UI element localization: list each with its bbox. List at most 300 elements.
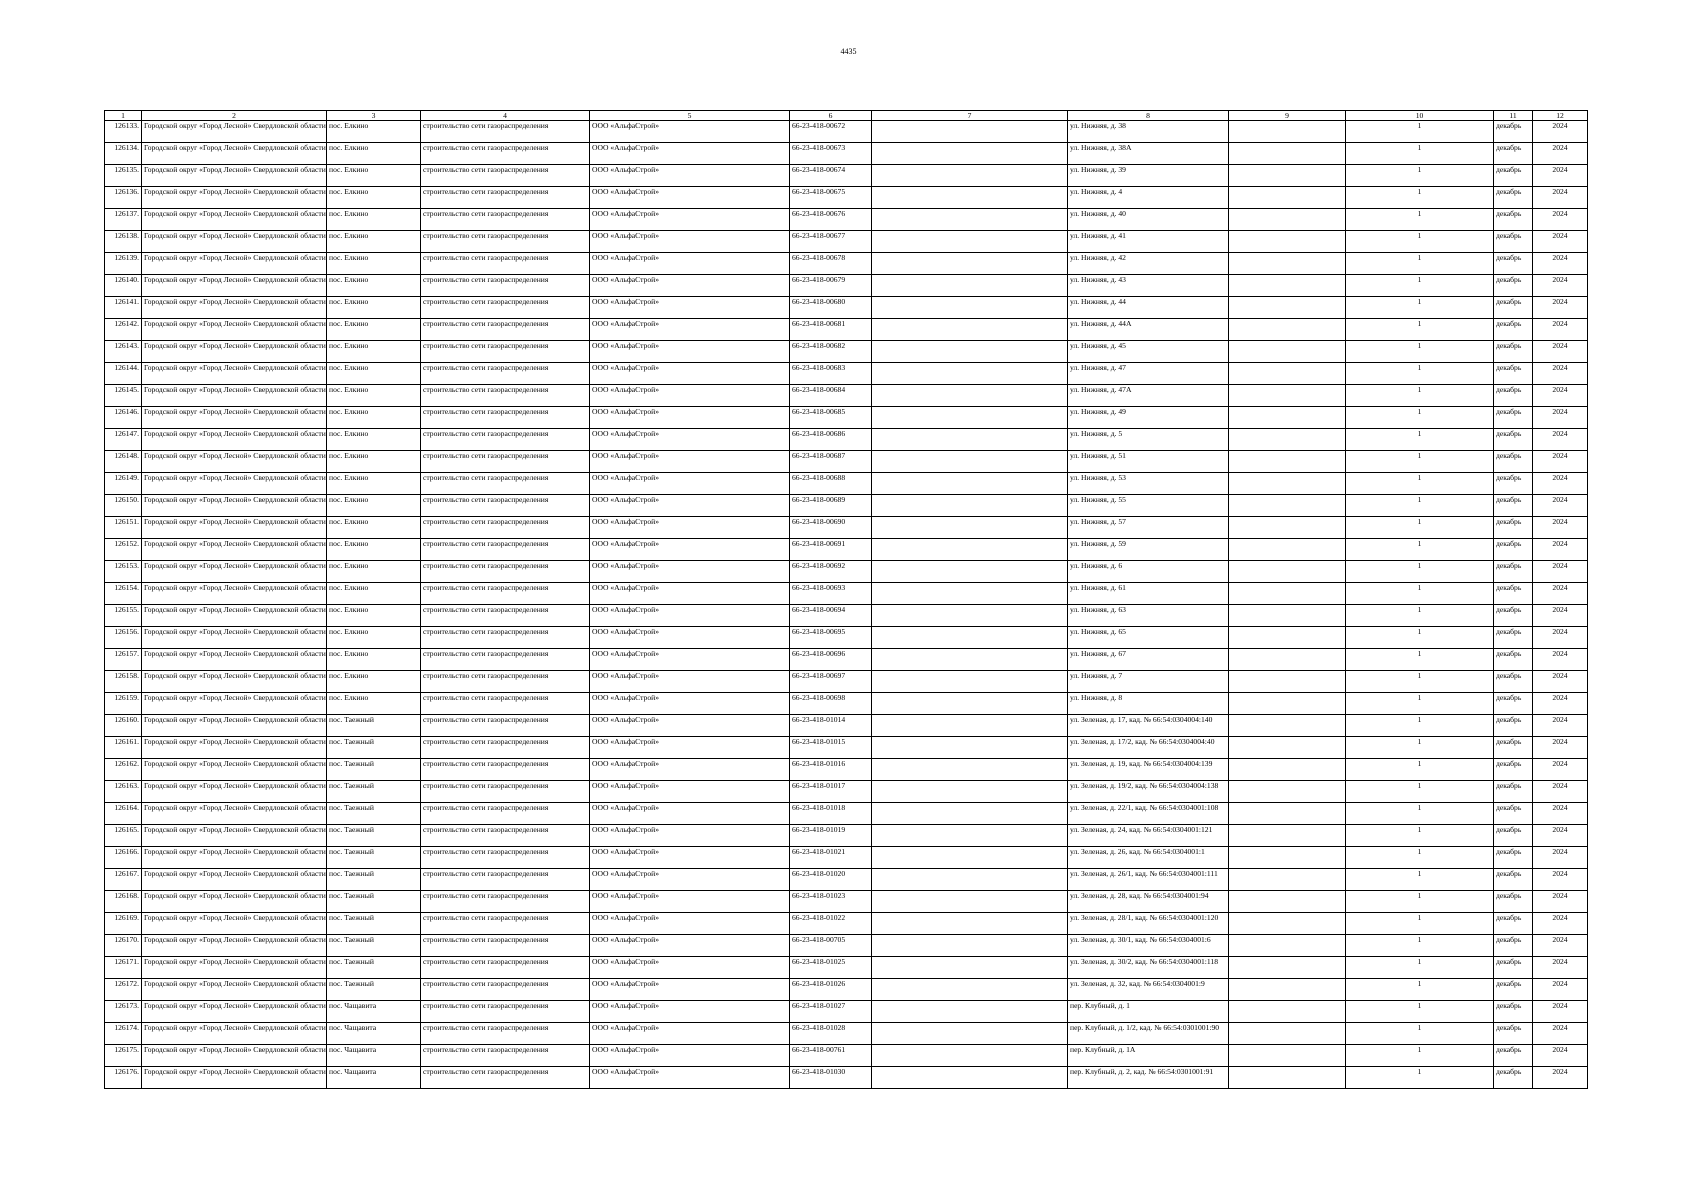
column-7-cell xyxy=(872,143,1068,165)
year-cell: 2024 xyxy=(1533,429,1588,451)
table-row xyxy=(105,715,1588,737)
column-9-cell xyxy=(1229,671,1346,693)
work-type-cell: строительство сети газораспределения xyxy=(421,781,590,803)
month-cell: декабрь xyxy=(1494,209,1533,231)
quantity-cell: 1 xyxy=(1346,671,1494,693)
quantity-cell: 1 xyxy=(1346,825,1494,847)
column-7-cell xyxy=(872,363,1068,385)
row-number: 126135. xyxy=(105,165,142,187)
organization-cell: ООО «АльфаСтрой» xyxy=(590,913,790,935)
column-9-cell xyxy=(1229,517,1346,539)
address-cell: ул. Нижняя, д. 67 xyxy=(1068,649,1229,671)
municipality-cell: Городской округ «Город Лесной» Свердловской области xyxy=(142,649,327,671)
object-code-cell: 66-23-418-00681 xyxy=(790,319,872,341)
organization-cell: ООО «АльфаСтрой» xyxy=(590,121,790,143)
row-number: 126142. xyxy=(105,319,142,341)
month-cell: декабрь xyxy=(1494,253,1533,275)
address-cell: ул. Нижняя, д. 63 xyxy=(1068,605,1229,627)
organization-cell: ООО «АльфаСтрой» xyxy=(590,143,790,165)
column-9-cell xyxy=(1229,605,1346,627)
column-7-cell xyxy=(872,561,1068,583)
column-9-cell xyxy=(1229,1045,1346,1067)
table-body xyxy=(105,121,1588,1089)
column-9-cell xyxy=(1229,341,1346,363)
address-cell: ул. Нижняя, д. 57 xyxy=(1068,517,1229,539)
year-cell: 2024 xyxy=(1533,825,1588,847)
quantity-cell: 1 xyxy=(1346,451,1494,473)
settlement-cell: пос. Елкино xyxy=(327,231,421,253)
work-type-cell: строительство сети газораспределения xyxy=(421,913,590,935)
address-cell: ул. Нижняя, д. 49 xyxy=(1068,407,1229,429)
settlement-cell: пос. Таежный xyxy=(327,803,421,825)
column-header: 11 xyxy=(1494,111,1533,121)
work-type-cell: строительство сети газораспределения xyxy=(421,143,590,165)
table-row xyxy=(105,275,1588,297)
table-row xyxy=(105,1001,1588,1023)
object-code-cell: 66-23-418-00689 xyxy=(790,495,872,517)
column-9-cell xyxy=(1229,627,1346,649)
row-number: 126136. xyxy=(105,187,142,209)
work-type-cell: строительство сети газораспределения xyxy=(421,891,590,913)
column-9-cell xyxy=(1229,473,1346,495)
column-9-cell xyxy=(1229,253,1346,275)
quantity-cell: 1 xyxy=(1346,561,1494,583)
address-cell: ул. Зеленая, д. 17/2, кад. № 66:54:0304004:40 xyxy=(1068,737,1229,759)
municipality-cell: Городской округ «Город Лесной» Свердловской области xyxy=(142,231,327,253)
organization-cell: ООО «АльфаСтрой» xyxy=(590,957,790,979)
month-cell: декабрь xyxy=(1494,583,1533,605)
organization-cell: ООО «АльфаСтрой» xyxy=(590,165,790,187)
work-type-cell: строительство сети газораспределения xyxy=(421,605,590,627)
registry-table xyxy=(104,110,1588,1089)
municipality-cell: Городской округ «Город Лесной» Свердловской области xyxy=(142,121,327,143)
work-type-cell: строительство сети газораспределения xyxy=(421,319,590,341)
settlement-cell: пос. Чащавита xyxy=(327,1045,421,1067)
organization-cell: ООО «АльфаСтрой» xyxy=(590,1023,790,1045)
object-code-cell: 66-23-418-01026 xyxy=(790,979,872,1001)
row-number: 126149. xyxy=(105,473,142,495)
object-code-cell: 66-23-418-00695 xyxy=(790,627,872,649)
column-9-cell xyxy=(1229,979,1346,1001)
municipality-cell: Городской округ «Город Лесной» Свердловской области xyxy=(142,209,327,231)
row-number: 126168. xyxy=(105,891,142,913)
municipality-cell: Городской округ «Город Лесной» Свердловской области xyxy=(142,319,327,341)
column-7-cell xyxy=(872,1067,1068,1089)
table-row xyxy=(105,363,1588,385)
settlement-cell: пос. Елкино xyxy=(327,253,421,275)
municipality-cell: Городской округ «Город Лесной» Свердловской области xyxy=(142,1045,327,1067)
year-cell: 2024 xyxy=(1533,385,1588,407)
settlement-cell: пос. Елкино xyxy=(327,319,421,341)
column-7-cell xyxy=(872,473,1068,495)
table-row xyxy=(105,451,1588,473)
month-cell: декабрь xyxy=(1494,825,1533,847)
object-code-cell: 66-23-418-00673 xyxy=(790,143,872,165)
object-code-cell: 66-23-418-01022 xyxy=(790,913,872,935)
year-cell: 2024 xyxy=(1533,913,1588,935)
address-cell: ул. Нижняя, д. 8 xyxy=(1068,693,1229,715)
work-type-cell: строительство сети газораспределения xyxy=(421,583,590,605)
month-cell: декабрь xyxy=(1494,979,1533,1001)
month-cell: декабрь xyxy=(1494,165,1533,187)
work-type-cell: строительство сети газораспределения xyxy=(421,1001,590,1023)
table-row xyxy=(105,627,1588,649)
settlement-cell: пос. Елкино xyxy=(327,693,421,715)
year-cell: 2024 xyxy=(1533,451,1588,473)
settlement-cell: пос. Елкино xyxy=(327,451,421,473)
row-number: 126176. xyxy=(105,1067,142,1089)
month-cell: декабрь xyxy=(1494,957,1533,979)
page-number: 4435 xyxy=(840,47,857,56)
row-number: 126170. xyxy=(105,935,142,957)
table-row xyxy=(105,231,1588,253)
quantity-cell: 1 xyxy=(1346,187,1494,209)
month-cell: декабрь xyxy=(1494,297,1533,319)
organization-cell: ООО «АльфаСтрой» xyxy=(590,473,790,495)
address-cell: ул. Нижняя, д. 42 xyxy=(1068,253,1229,275)
organization-cell: ООО «АльфаСтрой» xyxy=(590,627,790,649)
month-cell: декабрь xyxy=(1494,1001,1533,1023)
column-9-cell xyxy=(1229,121,1346,143)
organization-cell: ООО «АльфаСтрой» xyxy=(590,803,790,825)
municipality-cell: Городской округ «Город Лесной» Свердловской области xyxy=(142,539,327,561)
table-row xyxy=(105,143,1588,165)
organization-cell: ООО «АльфаСтрой» xyxy=(590,1045,790,1067)
municipality-cell: Городской округ «Город Лесной» Свердловской области xyxy=(142,451,327,473)
row-number: 126158. xyxy=(105,671,142,693)
month-cell: декабрь xyxy=(1494,495,1533,517)
object-code-cell: 66-23-418-01016 xyxy=(790,759,872,781)
row-number: 126151. xyxy=(105,517,142,539)
year-cell: 2024 xyxy=(1533,1023,1588,1045)
municipality-cell: Городской округ «Город Лесной» Свердловской области xyxy=(142,495,327,517)
row-number: 126150. xyxy=(105,495,142,517)
object-code-cell: 66-23-418-01017 xyxy=(790,781,872,803)
settlement-cell: пос. Таежный xyxy=(327,935,421,957)
settlement-cell: пос. Елкино xyxy=(327,209,421,231)
object-code-cell: 66-23-418-01014 xyxy=(790,715,872,737)
quantity-cell: 1 xyxy=(1346,957,1494,979)
address-cell: ул. Нижняя, д. 59 xyxy=(1068,539,1229,561)
table-row xyxy=(105,781,1588,803)
address-cell: пер. Клубный, д. 2, кад. № 66:54:0301001:91 xyxy=(1068,1067,1229,1089)
column-7-cell xyxy=(872,935,1068,957)
settlement-cell: пос. Елкино xyxy=(327,143,421,165)
settlement-cell: пос. Елкино xyxy=(327,627,421,649)
column-header: 1 xyxy=(105,111,142,121)
table-row xyxy=(105,517,1588,539)
column-9-cell xyxy=(1229,693,1346,715)
object-code-cell: 66-23-418-00686 xyxy=(790,429,872,451)
municipality-cell: Городской округ «Город Лесной» Свердловской области xyxy=(142,913,327,935)
table-row xyxy=(105,1067,1588,1089)
column-9-cell xyxy=(1229,561,1346,583)
year-cell: 2024 xyxy=(1533,539,1588,561)
row-number: 126174. xyxy=(105,1023,142,1045)
quantity-cell: 1 xyxy=(1346,737,1494,759)
table-row xyxy=(105,495,1588,517)
address-cell: ул. Нижняя, д. 44А xyxy=(1068,319,1229,341)
municipality-cell: Городской округ «Город Лесной» Свердловской области xyxy=(142,935,327,957)
settlement-cell: пос. Таежный xyxy=(327,957,421,979)
organization-cell: ООО «АльфаСтрой» xyxy=(590,715,790,737)
settlement-cell: пос. Елкино xyxy=(327,407,421,429)
column-header: 7 xyxy=(872,111,1068,121)
month-cell: декабрь xyxy=(1494,1023,1533,1045)
settlement-cell: пос. Таежный xyxy=(327,869,421,891)
year-cell: 2024 xyxy=(1533,737,1588,759)
quantity-cell: 1 xyxy=(1346,407,1494,429)
quantity-cell: 1 xyxy=(1346,627,1494,649)
year-cell: 2024 xyxy=(1533,143,1588,165)
column-7-cell xyxy=(872,407,1068,429)
work-type-cell: строительство сети газораспределения xyxy=(421,539,590,561)
settlement-cell: пос. Чащавита xyxy=(327,1001,421,1023)
month-cell: декабрь xyxy=(1494,275,1533,297)
row-number: 126172. xyxy=(105,979,142,1001)
column-7-cell xyxy=(872,451,1068,473)
object-code-cell: 66-23-418-00698 xyxy=(790,693,872,715)
table-row xyxy=(105,165,1588,187)
row-number: 126164. xyxy=(105,803,142,825)
organization-cell: ООО «АльфаСтрой» xyxy=(590,979,790,1001)
object-code-cell: 66-23-418-00678 xyxy=(790,253,872,275)
work-type-cell: строительство сети газораспределения xyxy=(421,231,590,253)
year-cell: 2024 xyxy=(1533,341,1588,363)
row-number: 126148. xyxy=(105,451,142,473)
column-7-cell xyxy=(872,693,1068,715)
municipality-cell: Городской округ «Город Лесной» Свердловской области xyxy=(142,583,327,605)
work-type-cell: строительство сети газораспределения xyxy=(421,1023,590,1045)
organization-cell: ООО «АльфаСтрой» xyxy=(590,429,790,451)
quantity-cell: 1 xyxy=(1346,165,1494,187)
address-cell: ул. Нижняя, д. 55 xyxy=(1068,495,1229,517)
column-header: 5 xyxy=(590,111,790,121)
year-cell: 2024 xyxy=(1533,1001,1588,1023)
municipality-cell: Городской округ «Город Лесной» Свердловской области xyxy=(142,781,327,803)
organization-cell: ООО «АльфаСтрой» xyxy=(590,583,790,605)
column-header: 10 xyxy=(1346,111,1494,121)
row-number: 126152. xyxy=(105,539,142,561)
municipality-cell: Городской округ «Город Лесной» Свердловской области xyxy=(142,517,327,539)
year-cell: 2024 xyxy=(1533,275,1588,297)
table-row xyxy=(105,869,1588,891)
table-row xyxy=(105,803,1588,825)
municipality-cell: Городской округ «Город Лесной» Свердловской области xyxy=(142,1067,327,1089)
quantity-cell: 1 xyxy=(1346,341,1494,363)
column-7-cell xyxy=(872,539,1068,561)
table-row xyxy=(105,891,1588,913)
row-number: 126156. xyxy=(105,627,142,649)
column-header: 4 xyxy=(421,111,590,121)
column-9-cell xyxy=(1229,407,1346,429)
table-row xyxy=(105,825,1588,847)
object-code-cell: 66-23-418-00672 xyxy=(790,121,872,143)
quantity-cell: 1 xyxy=(1346,121,1494,143)
column-9-cell xyxy=(1229,913,1346,935)
municipality-cell: Городской округ «Город Лесной» Свердловской области xyxy=(142,165,327,187)
year-cell: 2024 xyxy=(1533,979,1588,1001)
work-type-cell: строительство сети газораспределения xyxy=(421,649,590,671)
work-type-cell: строительство сети газораспределения xyxy=(421,451,590,473)
settlement-cell: пос. Елкино xyxy=(327,605,421,627)
municipality-cell: Городской округ «Город Лесной» Свердловской области xyxy=(142,847,327,869)
month-cell: декабрь xyxy=(1494,121,1533,143)
settlement-cell: пос. Елкино xyxy=(327,583,421,605)
settlement-cell: пос. Таежный xyxy=(327,891,421,913)
object-code-cell: 66-23-418-00680 xyxy=(790,297,872,319)
municipality-cell: Городской округ «Город Лесной» Свердловской области xyxy=(142,385,327,407)
municipality-cell: Городской округ «Город Лесной» Свердловской области xyxy=(142,715,327,737)
quantity-cell: 1 xyxy=(1346,297,1494,319)
quantity-cell: 1 xyxy=(1346,1067,1494,1089)
municipality-cell: Городской округ «Город Лесной» Свердловской области xyxy=(142,187,327,209)
object-code-cell: 66-23-418-00674 xyxy=(790,165,872,187)
quantity-cell: 1 xyxy=(1346,693,1494,715)
quantity-cell: 1 xyxy=(1346,385,1494,407)
table-row xyxy=(105,583,1588,605)
year-cell: 2024 xyxy=(1533,583,1588,605)
settlement-cell: пос. Елкино xyxy=(327,649,421,671)
row-number: 126154. xyxy=(105,583,142,605)
column-7-cell xyxy=(872,187,1068,209)
column-9-cell xyxy=(1229,275,1346,297)
month-cell: декабрь xyxy=(1494,539,1533,561)
work-type-cell: строительство сети газораспределения xyxy=(421,253,590,275)
column-7-cell xyxy=(872,803,1068,825)
table-row xyxy=(105,847,1588,869)
quantity-cell: 1 xyxy=(1346,231,1494,253)
quantity-cell: 1 xyxy=(1346,847,1494,869)
organization-cell: ООО «АльфаСтрой» xyxy=(590,341,790,363)
address-cell: ул. Нижняя, д. 53 xyxy=(1068,473,1229,495)
address-cell: ул. Нижняя, д. 4 xyxy=(1068,187,1229,209)
table-row xyxy=(105,1045,1588,1067)
column-7-cell xyxy=(872,913,1068,935)
object-code-cell: 66-23-418-00691 xyxy=(790,539,872,561)
settlement-cell: пос. Таежный xyxy=(327,825,421,847)
column-7-cell xyxy=(872,781,1068,803)
year-cell: 2024 xyxy=(1533,187,1588,209)
municipality-cell: Городской округ «Город Лесной» Свердловской области xyxy=(142,297,327,319)
column-9-cell xyxy=(1229,583,1346,605)
year-cell: 2024 xyxy=(1533,1067,1588,1089)
year-cell: 2024 xyxy=(1533,231,1588,253)
organization-cell: ООО «АльфаСтрой» xyxy=(590,363,790,385)
quantity-cell: 1 xyxy=(1346,715,1494,737)
column-9-cell xyxy=(1229,143,1346,165)
address-cell: ул. Зеленая, д. 19/2, кад. № 66:54:0304004:138 xyxy=(1068,781,1229,803)
table-row xyxy=(105,473,1588,495)
work-type-cell: строительство сети газораспределения xyxy=(421,1067,590,1089)
address-cell: ул. Нижняя, д. 44 xyxy=(1068,297,1229,319)
work-type-cell: строительство сети газораспределения xyxy=(421,473,590,495)
month-cell: декабрь xyxy=(1494,187,1533,209)
work-type-cell: строительство сети газораспределения xyxy=(421,187,590,209)
organization-cell: ООО «АльфаСтрой» xyxy=(590,209,790,231)
municipality-cell: Городской округ «Город Лесной» Свердловской области xyxy=(142,671,327,693)
object-code-cell: 66-23-418-00696 xyxy=(790,649,872,671)
organization-cell: ООО «АльфаСтрой» xyxy=(590,517,790,539)
month-cell: декабрь xyxy=(1494,759,1533,781)
address-cell: ул. Нижняя, д. 38 xyxy=(1068,121,1229,143)
column-9-cell xyxy=(1229,363,1346,385)
month-cell: декабрь xyxy=(1494,847,1533,869)
table-row xyxy=(105,121,1588,143)
month-cell: декабрь xyxy=(1494,451,1533,473)
work-type-cell: строительство сети газораспределения xyxy=(421,847,590,869)
column-9-cell xyxy=(1229,1023,1346,1045)
row-number: 126167. xyxy=(105,869,142,891)
work-type-cell: строительство сети газораспределения xyxy=(421,429,590,451)
organization-cell: ООО «АльфаСтрой» xyxy=(590,297,790,319)
column-9-cell xyxy=(1229,495,1346,517)
organization-cell: ООО «АльфаСтрой» xyxy=(590,275,790,297)
work-type-cell: строительство сети газораспределения xyxy=(421,825,590,847)
year-cell: 2024 xyxy=(1533,627,1588,649)
municipality-cell: Городской округ «Город Лесной» Свердловской области xyxy=(142,891,327,913)
column-7-cell xyxy=(872,275,1068,297)
month-cell: декабрь xyxy=(1494,363,1533,385)
settlement-cell: пос. Елкино xyxy=(327,187,421,209)
year-cell: 2024 xyxy=(1533,297,1588,319)
table-row xyxy=(105,1023,1588,1045)
column-7-cell xyxy=(872,253,1068,275)
quantity-cell: 1 xyxy=(1346,759,1494,781)
quantity-cell: 1 xyxy=(1346,605,1494,627)
column-7-cell xyxy=(872,1001,1068,1023)
quantity-cell: 1 xyxy=(1346,1023,1494,1045)
work-type-cell: строительство сети газораспределения xyxy=(421,517,590,539)
year-cell: 2024 xyxy=(1533,957,1588,979)
column-9-cell xyxy=(1229,187,1346,209)
month-cell: декабрь xyxy=(1494,869,1533,891)
table-row xyxy=(105,671,1588,693)
organization-cell: ООО «АльфаСтрой» xyxy=(590,649,790,671)
month-cell: декабрь xyxy=(1494,385,1533,407)
column-7-cell xyxy=(872,891,1068,913)
column-9-cell xyxy=(1229,165,1346,187)
quantity-cell: 1 xyxy=(1346,583,1494,605)
table-row xyxy=(105,561,1588,583)
column-header: 3 xyxy=(327,111,421,121)
settlement-cell: пос. Елкино xyxy=(327,297,421,319)
quantity-cell: 1 xyxy=(1346,429,1494,451)
year-cell: 2024 xyxy=(1533,781,1588,803)
object-code-cell: 66-23-418-00677 xyxy=(790,231,872,253)
row-number: 126175. xyxy=(105,1045,142,1067)
work-type-cell: строительство сети газораспределения xyxy=(421,693,590,715)
address-cell: ул. Зеленая, д. 28, кад. № 66:54:0304001:94 xyxy=(1068,891,1229,913)
month-cell: декабрь xyxy=(1494,143,1533,165)
settlement-cell: пос. Елкино xyxy=(327,363,421,385)
address-cell: ул. Нижняя, д. 39 xyxy=(1068,165,1229,187)
month-cell: декабрь xyxy=(1494,605,1533,627)
column-9-cell xyxy=(1229,1001,1346,1023)
row-number: 126165. xyxy=(105,825,142,847)
work-type-cell: строительство сети газораспределения xyxy=(421,715,590,737)
object-code-cell: 66-23-418-00682 xyxy=(790,341,872,363)
organization-cell: ООО «АльфаСтрой» xyxy=(590,231,790,253)
column-7-cell xyxy=(872,649,1068,671)
month-cell: декабрь xyxy=(1494,715,1533,737)
municipality-cell: Городской округ «Город Лесной» Свердловской области xyxy=(142,429,327,451)
object-code-cell: 66-23-418-01023 xyxy=(790,891,872,913)
column-7-cell xyxy=(872,737,1068,759)
year-cell: 2024 xyxy=(1533,495,1588,517)
month-cell: декабрь xyxy=(1494,913,1533,935)
year-cell: 2024 xyxy=(1533,649,1588,671)
